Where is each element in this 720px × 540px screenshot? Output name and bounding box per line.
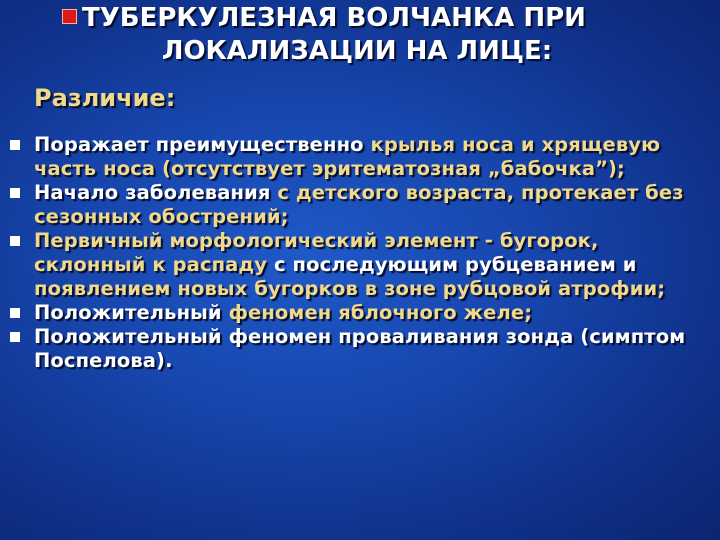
square-bullet-icon	[10, 140, 20, 150]
title-line-1	[62, 2, 712, 35]
title-line-1-text: ТУБЕРКУЛЕЗНАЯ ВОЛЧАНКА ПРИ	[82, 3, 586, 33]
bullet-text: с последующим рубцеванием и	[274, 253, 637, 276]
square-bullet-icon	[10, 236, 20, 246]
bullet-item	[8, 325, 713, 373]
bullet-text-highlight: крылья носа и хрящевую часть носа (отсутствует эритематозная „бабочка”);	[34, 133, 661, 180]
bullet-text-highlight: Первичный морфологический элемент - бугорок, склонный к распаду	[34, 229, 599, 276]
bullet-item	[8, 181, 713, 229]
square-bullet-icon	[10, 188, 20, 198]
bullet-text: Поражает преимущественно	[34, 133, 371, 156]
bullet-text-highlight: появлением новых бугорков в зоне рубцовой атрофии;	[34, 277, 666, 300]
bullet-text: Начало заболевания	[34, 181, 278, 204]
bullet-item	[8, 133, 713, 181]
square-bullet-icon	[10, 332, 20, 342]
slide-title	[62, 2, 712, 68]
bullet-text: феномен проваливания зонда (симптом Поспелова).	[34, 325, 686, 372]
square-bullet-icon	[10, 308, 20, 318]
red-square-marker-icon	[62, 9, 77, 24]
bullet-text-highlight: с детского возраста, протекает без сезонных обострений;	[34, 181, 684, 228]
slide-subtitle: Различие:	[34, 84, 176, 112]
bullet-list	[8, 133, 713, 373]
bullet-text: Положительный	[34, 325, 229, 348]
title-line-2: ЛОКАЛИЗАЦИИ НА ЛИЦЕ:	[161, 36, 553, 66]
bullet-item	[8, 301, 713, 325]
bullet-text: Положительный	[34, 301, 229, 324]
bullet-item	[8, 229, 713, 301]
bullet-text-highlight: феномен яблочного желе;	[228, 301, 533, 324]
